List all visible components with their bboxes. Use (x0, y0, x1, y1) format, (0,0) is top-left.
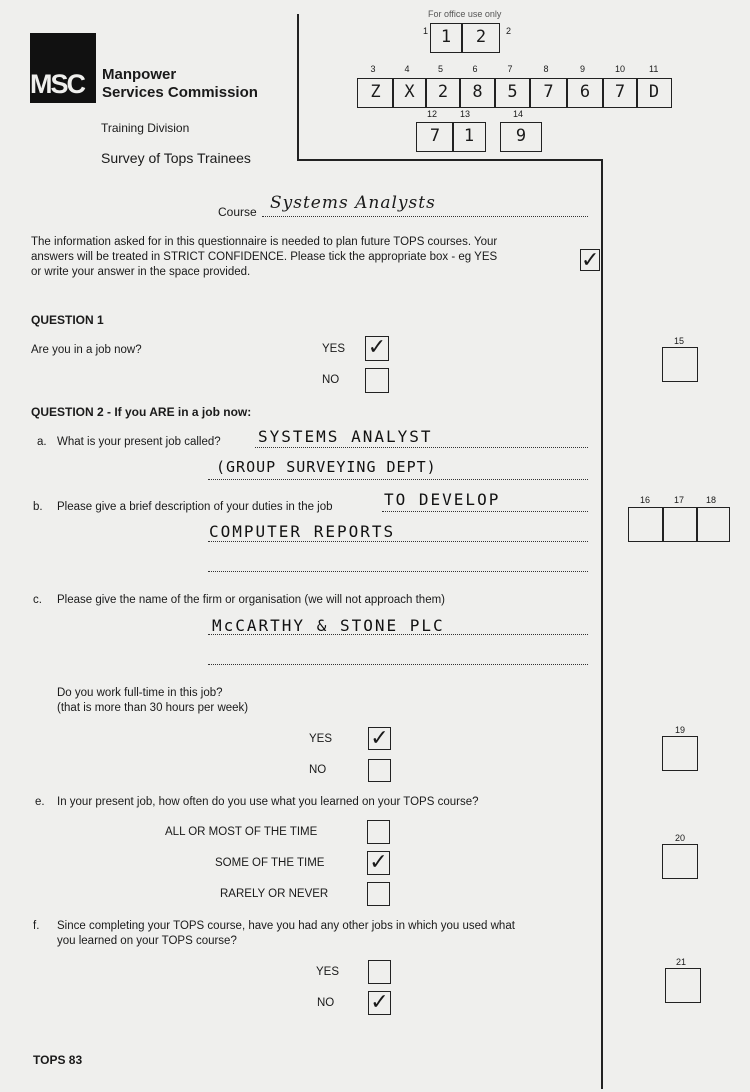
course-line (262, 216, 588, 217)
q2d-code-box (662, 736, 698, 771)
q2b-code-box-18 (696, 507, 730, 542)
form-id: TOPS 83 (33, 1053, 83, 1067)
msc-logo-mark: MSC (30, 69, 84, 99)
q2-title: QUESTION 2 - If you ARE in a job now: (31, 405, 252, 419)
q2e-option-2-tick-icon: ✓ (369, 849, 388, 874)
q2c-text: Please give the name of the firm or organisation (we will not approach them) (57, 594, 446, 606)
office-code-box-14: 9 (500, 122, 542, 152)
office-number-2: 2 (506, 26, 512, 36)
q2e-code-box (662, 844, 698, 879)
intro-line-1: The information asked for in this questionnaire is needed to plan future TOPS courses. Your (31, 236, 498, 248)
office-number-7: 7 (507, 64, 513, 74)
q1-yes-label: YES (322, 343, 346, 355)
q2b-answer-1[interactable]: TO DEVELOP (384, 490, 501, 509)
q2d-yes-checkbox[interactable] (368, 727, 391, 750)
course-value[interactable]: Systems Analysts (270, 193, 436, 213)
q1-title: QUESTION 1 (31, 313, 104, 327)
q2e-option-2: SOME OF THE TIME (215, 857, 325, 869)
q2e-code-number: 20 (675, 833, 686, 843)
q2e-option-2-checkbox[interactable] (367, 851, 390, 875)
q2b-line-3 (208, 571, 588, 572)
q2b-code-18: 18 (706, 495, 717, 505)
msc-logo (30, 33, 96, 103)
q2b-letter: b. (33, 501, 43, 513)
office-number-9: 9 (580, 64, 586, 74)
office-use-label: For office use only (428, 9, 502, 19)
q2a-answer-1[interactable]: SYSTEMS ANALYST (258, 427, 433, 446)
office-code-box-7: 5 (494, 78, 531, 108)
q2f-no-tick-icon: ✓ (370, 989, 389, 1014)
q2f-line-1: Since completing your TOPS course, have you had any other jobs in which you used what (57, 920, 515, 932)
q2b-answer-2[interactable]: COMPUTER REPORTS (209, 522, 396, 541)
q2d-line-1: Do you work full-time in this job? (57, 687, 223, 699)
q2d-no-label: NO (309, 764, 327, 776)
course-label: Course (218, 205, 257, 219)
office-code-box-8: 7 (529, 78, 568, 108)
q2c-line-1 (208, 634, 588, 635)
office-code-box-2: 2 (462, 23, 500, 53)
q2f-yes-checkbox[interactable] (368, 960, 391, 984)
q2a-letter: a. (37, 436, 47, 448)
training-division: Training Division (101, 121, 190, 135)
office-code-box-10: 7 (602, 78, 638, 108)
office-number-5: 5 (438, 64, 444, 74)
q1-yes-checkbox[interactable] (365, 336, 389, 361)
q2f-code-box (665, 968, 701, 1003)
q2d-yes-label: YES (309, 733, 333, 745)
q2e-text: In your present job, how often do you use what you learned on your TOPS course? (57, 796, 479, 808)
q2e-letter: e. (35, 796, 45, 808)
q2a-answer-2[interactable]: (GROUP SURVEYING DEPT) (216, 458, 437, 476)
q2a-text: What is your present job called? (57, 436, 221, 448)
q2c-answer-1[interactable]: McCARTHY & STONE PLC (212, 616, 445, 635)
office-number-6: 6 (472, 64, 478, 74)
example-tick-box (580, 249, 600, 271)
q2b-code-box-16 (628, 507, 664, 542)
q2f-no-checkbox[interactable] (368, 991, 391, 1015)
office-code-box-4: X (392, 78, 427, 108)
intro-line-3: or write your answer in the space provided. (31, 266, 251, 278)
q1-code-box (662, 347, 698, 382)
example-tick-icon: ✓ (581, 247, 600, 272)
logo-line-2: Services Commission (102, 84, 258, 101)
office-number-4: 4 (404, 64, 410, 74)
q2e-option-1-checkbox[interactable] (367, 820, 390, 844)
office-number-1: 1 (423, 26, 429, 36)
frame-horizontal (297, 159, 602, 161)
q2b-code-17: 17 (674, 495, 685, 505)
office-code-box-6: 8 (459, 78, 496, 108)
office-number-14: 14 (513, 109, 524, 119)
office-code-box-9: 6 (566, 78, 604, 108)
logo-line-1: Manpower (102, 66, 177, 83)
q2d-code-number: 19 (675, 725, 686, 735)
frame-vertical-left (297, 14, 299, 160)
office-code-box-13: 1 (452, 122, 486, 152)
q2a-line-1 (255, 447, 588, 448)
q1-yes-tick-icon: ✓ (367, 334, 387, 359)
office-code-box-5: 2 (425, 78, 461, 108)
office-number-10: 10 (615, 64, 626, 74)
q2d-line-2: (that is more than 30 hours per week) (57, 702, 249, 714)
q2e-option-3: RARELY OR NEVER (220, 888, 329, 900)
q2b-line-1 (382, 511, 588, 512)
q2f-no-label: NO (317, 997, 335, 1009)
office-number-13: 13 (460, 109, 471, 119)
q1-no-checkbox[interactable] (365, 368, 389, 393)
office-number-11: 11 (649, 64, 659, 74)
q2b-text: Please give a brief description of your duties in the job (57, 501, 333, 513)
q1-code-number: 15 (674, 336, 685, 346)
office-code-box-11: D (636, 78, 672, 108)
q2f-line-2: you learned on your TOPS course? (57, 935, 237, 947)
q2a-line-2 (208, 479, 588, 480)
office-number-8: 8 (543, 64, 549, 74)
q2e-option-1: ALL OR MOST OF THE TIME (165, 826, 318, 838)
q2d-yes-tick-icon: ✓ (370, 725, 389, 750)
q1-text: Are you in a job now? (31, 344, 142, 356)
q1-no-label: NO (322, 374, 340, 386)
office-number-12: 12 (427, 109, 438, 119)
q2b-code-box-17 (662, 507, 698, 542)
q2c-letter: c. (33, 594, 42, 606)
q2c-line-2 (208, 664, 588, 665)
survey-title: Survey of Tops Trainees (101, 150, 251, 166)
q2f-code-number: 21 (676, 957, 687, 967)
q2f-yes-label: YES (316, 966, 340, 978)
q2f-letter: f. (33, 920, 40, 932)
q2e-option-3-checkbox[interactable] (367, 882, 390, 906)
q2d-no-checkbox[interactable] (368, 759, 391, 782)
office-code-box-3: Z (357, 78, 394, 108)
office-number-3: 3 (370, 64, 376, 74)
office-code-box-1: 1 (430, 23, 462, 53)
q2b-line-2 (208, 541, 588, 542)
office-code-box-12: 7 (416, 122, 454, 152)
q2b-code-16: 16 (640, 495, 651, 505)
frame-vertical-right (601, 159, 603, 1089)
intro-line-2: answers will be treated in STRICT CONFIDENCE. Please tick the appropriate box - eg YES (31, 251, 498, 263)
